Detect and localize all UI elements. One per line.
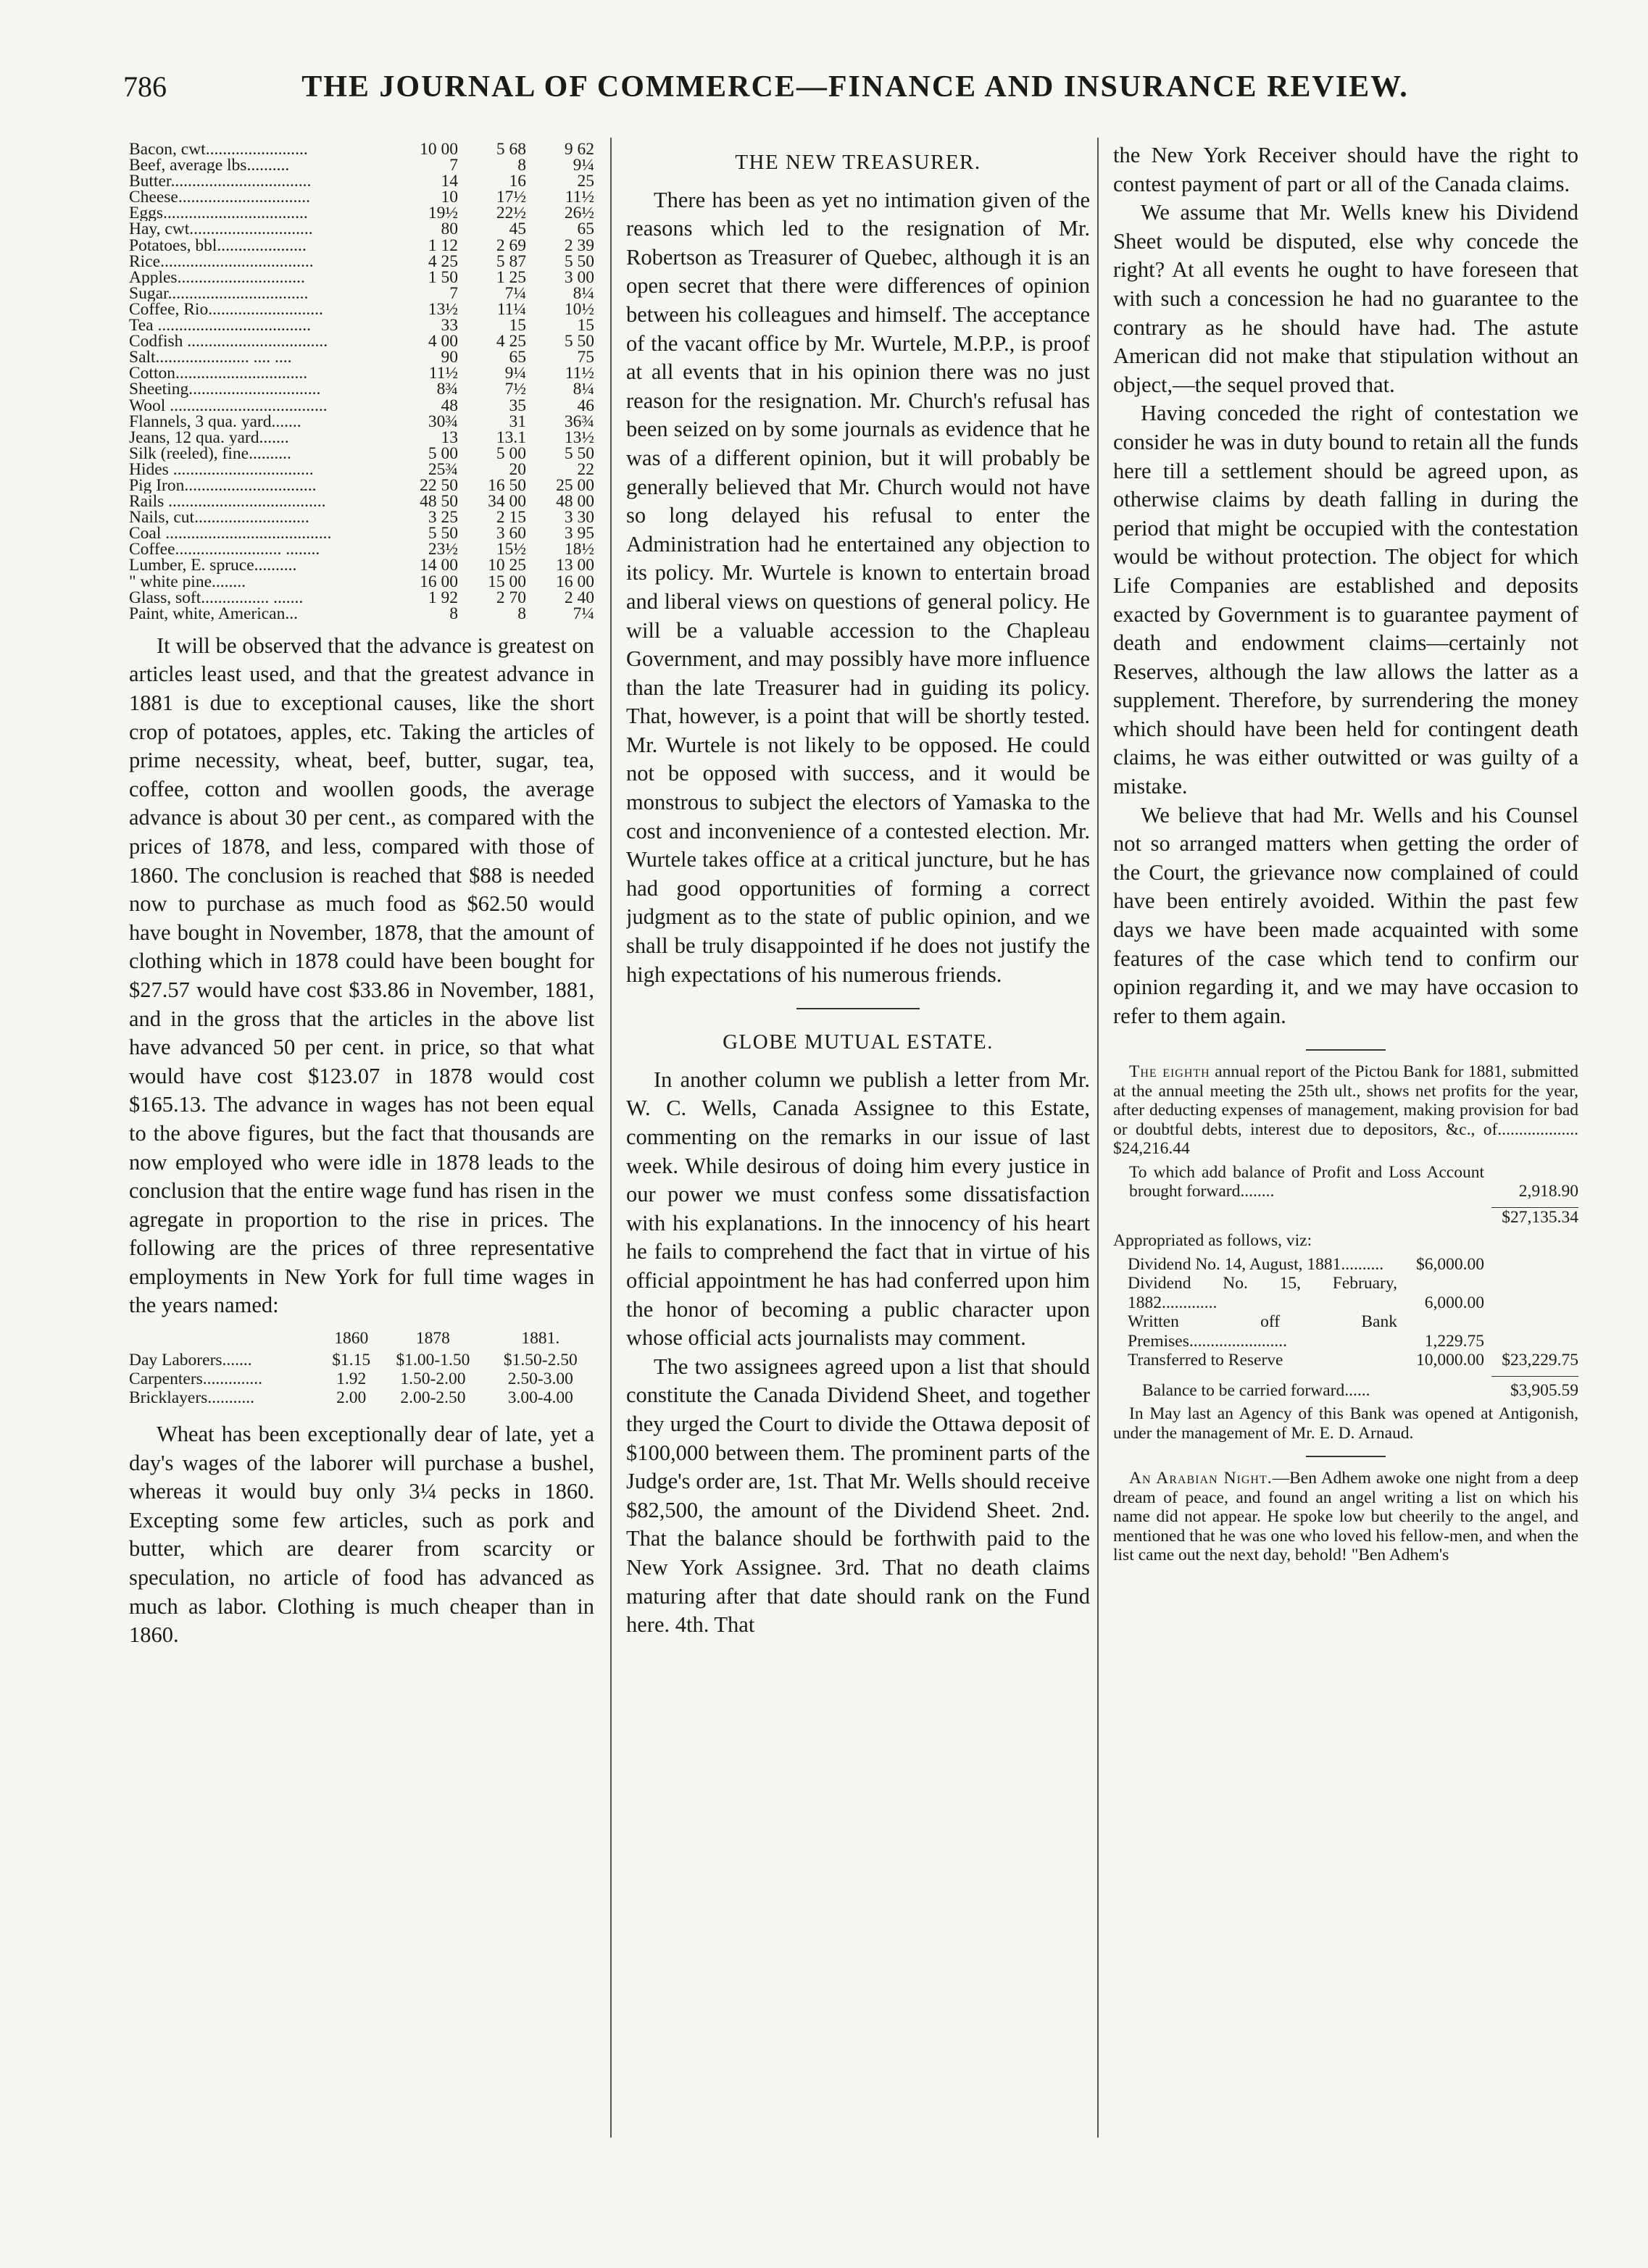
price-row — [129, 381, 594, 397]
price-value: 2 69 — [496, 235, 526, 255]
price-item: Jeans, 12 qua. yard....... — [129, 429, 289, 446]
price-item: Nails, cut........................... — [129, 509, 309, 526]
article-heading: GLOBE MUTUAL ESTATE. — [723, 1030, 994, 1054]
price-item: Apples.............................. — [129, 269, 305, 285]
price-value: 3 25 — [428, 508, 458, 528]
price-value: 33 — [441, 316, 458, 335]
price-value: 8¾ — [436, 380, 458, 399]
price-row — [129, 157, 594, 173]
price-item: Sheeting............................... — [129, 381, 321, 398]
column-divider — [1097, 138, 1099, 2138]
price-value: 16 50 — [488, 475, 526, 495]
price-value: 2 39 — [564, 235, 594, 255]
price-row — [129, 590, 594, 606]
column-left — [129, 141, 594, 2148]
price-value: 19½ — [428, 204, 458, 223]
section-rule — [1306, 1456, 1386, 1457]
wage-header: 1881. — [521, 1329, 560, 1348]
price-item: " white pine........ — [129, 573, 246, 590]
price-item: Lumber, E. spruce.......... — [129, 557, 297, 574]
price-value: 25 00 — [556, 475, 594, 495]
paragraph: The eighth annual report of the Pictou Bank for 1881, submitted at the annual meeting the 25th ult., shows net profits for the year, after deducting expenses of management, making provision for bad or doubtful debts, interest due to depositors, &c., of................... $24,216.44 — [1113, 1062, 1578, 1159]
amount: $3,905.59 — [1510, 1380, 1578, 1400]
price-value: 9 62 — [564, 141, 594, 159]
page-header — [123, 70, 1565, 113]
price-value: 75 — [577, 348, 594, 367]
price-item: Rice.................................... — [129, 253, 314, 270]
appropriation-table — [1113, 1255, 1578, 1370]
price-item: Hay, cwt............................. — [129, 221, 313, 238]
price-row — [129, 254, 594, 270]
paragraph: We assume that Mr. Wells knew his Dividend Sheet would be disputed, else why concede the right? At all events he ought to have foreseen that with such a concession he had no guarantee to the contrary as he should have had. The astute American did not make that stipulation without an object,—the sequel proved that. — [1113, 200, 1578, 397]
price-value: 2 70 — [496, 588, 526, 607]
price-value: 48 00 — [556, 492, 594, 512]
price-value: 5 50 — [564, 332, 594, 351]
price-value: 8 — [517, 156, 526, 175]
amount: $27,135.34 — [1502, 1207, 1578, 1227]
amount: 2,918.90 — [1518, 1182, 1578, 1201]
price-value: 9¼ — [504, 364, 526, 383]
price-value: 7¼ — [573, 604, 594, 623]
column-divider — [610, 138, 612, 2138]
price-row — [129, 365, 594, 381]
lead-in: An Arabian Night. — [1129, 1469, 1273, 1488]
price-value: 5 68 — [496, 141, 526, 159]
price-row — [129, 238, 594, 254]
price-item: Rails ..................................... — [129, 493, 326, 510]
paragraph: It will be observed that the advance is greatest on articles least used, and that the greatest advance in 1881 is due to exceptional causes, like the short crop of potatoes, apples, etc. Taking the articles of prime necessity, wheat, beef, butter, sugar, tea, coffee, cotton and woollen goods, the average advance is about 30 per cent., as compared with the prices of 1878, and less, compared with those of 1860. The conclusion is reached that $88 is needed now to purchase as much food as $62.50 would have bought in November, 1878, that the amount of clothing which in 1878 could have been bought for $27.57 would have cost $33.86 in November, 1881, and in the gross that the articles in the above list have advanced 50 per cent. in price, so that what would have cost $123.07 in 1878 would cost $165.13. The advance in wages has not been equal to the above figures, but the fact that thousands are now employed who were idle in 1878 leads to the conclusion that the entire wage fund has risen in the agregate in proportion to the rise in prices. The following are the prices of three representative employments in New York for full time wages in the years named: — [129, 633, 594, 1318]
price-row — [129, 414, 594, 430]
price-value: 13½ — [564, 428, 594, 447]
price-value: 3 95 — [564, 524, 594, 543]
price-value: 11½ — [565, 188, 594, 207]
price-row — [129, 317, 594, 333]
price-value: 1 12 — [428, 235, 458, 255]
price-item: Coffee......................... ........ — [129, 541, 320, 558]
price-row — [129, 574, 594, 590]
price-value: 10 25 — [488, 556, 526, 575]
price-item: Salt...................... .... .... — [129, 349, 292, 366]
section-rule — [796, 1008, 920, 1009]
price-item: Paint, white, American... — [129, 605, 298, 622]
wage-header: 1878 — [415, 1329, 450, 1348]
price-item: Wool ..................................... — [129, 397, 328, 414]
paragraph: Wheat has been exceptionally dear of late, yet a day's wages of the laborer will purchase a bushel, whereas it would buy only 3¼ pecks in 1860. Excepting some few articles, such as pork and butter, which are dearer from scarcity or speculation, no article of food has advanced as much as labor. Clothing is much cheaper than in 1860. — [129, 1422, 594, 1648]
price-value: 15 — [509, 316, 526, 335]
paragraph: Having conceded the right of contestation we consider he was in duty bound to retain all the funds here till a settlement should be agreed upon, as otherwise claims by death falling in during the period that might be occupied with the contestation would be without protection. The object for which Life Companies are established and deposits exacted by Government is to guarantee payment of death and endowment claims—certainly not Reserves, although the law allows the latter as a supplement. Therefore, by surrendering the money which should have been held for contingent death claims, he was either outwitted or was guilty of a mistake. — [1113, 401, 1578, 799]
price-table — [129, 141, 594, 622]
price-value: 20 — [509, 459, 526, 479]
appropriation-row: Written off Bank Premises....................... 1,229.75 — [1128, 1312, 1484, 1351]
wage-row: Day Laborers....... $1.15 $1.00-1.50 $1.50-2.50 — [129, 1351, 578, 1370]
account-line: To which add balance of Profit and Loss Account brought forward........ 2,918.90 — [1129, 1162, 1578, 1201]
price-value: 15 — [577, 316, 594, 335]
price-value: 3 00 — [564, 267, 594, 287]
price-value: 16 00 — [420, 572, 458, 591]
price-value: 5 87 — [496, 251, 526, 271]
paragraph: We believe that had Mr. Wells and his Counsel not so arranged matters when getting the order of the Court, the grievance now complained of could have been entirely avoided. Within the past few days we have been made acquainted with some features of the case which tend to confirm our opinion regarding it, and we may have occasion to refer to them again. — [1113, 802, 1578, 1028]
price-value: 7 — [449, 156, 458, 175]
price-item: Coal ....................................... — [129, 525, 332, 542]
price-value: 11½ — [565, 364, 594, 383]
price-value: 25¾ — [428, 459, 458, 479]
price-value: 8¼ — [573, 380, 594, 399]
price-value: 7¼ — [504, 283, 526, 303]
price-item: Coffee, Rio........................... — [129, 301, 323, 318]
price-value: 3 30 — [564, 508, 594, 528]
price-item: Glass, soft................ ....... — [129, 589, 304, 606]
price-row — [129, 173, 594, 189]
section-rule — [1306, 1049, 1386, 1051]
column-middle — [626, 141, 1090, 2148]
price-item: Cheese............................... — [129, 189, 310, 206]
price-value: 22½ — [496, 204, 526, 223]
price-value: 8 — [449, 604, 458, 623]
price-value: 34 00 — [488, 492, 526, 512]
price-item: Potatoes, bbl..................... — [129, 237, 307, 254]
price-value: 8¼ — [573, 283, 594, 303]
article-heading: THE NEW TREASURER. — [735, 151, 981, 174]
price-value: 11¼ — [496, 299, 526, 319]
price-value: 13.1 — [496, 428, 526, 447]
price-value: 65 — [509, 348, 526, 367]
price-value: 30¾ — [428, 412, 458, 431]
paragraph: In another column we publish a letter from Mr. W. C. Wells, Canada Assignee to this Estate, commenting on the remarks in our issue of last week. While desirous of doing him every justice in our power we must confess some dissatisfaction with his explanations. In the innocency of his heart he fails to comprehend the fact that in virtue of his official appointment he has had conferred upon him the honor of becoming a public character upon whose official acts journalists may comment. — [626, 1067, 1090, 1351]
price-value: 22 — [577, 459, 594, 479]
price-value: 3 60 — [496, 524, 526, 543]
price-value: 10½ — [564, 299, 594, 319]
price-value: 8 — [517, 604, 526, 623]
price-row — [129, 478, 594, 493]
price-item: Pig Iron............................... — [129, 477, 317, 494]
price-item: Beef, average lbs.......... — [129, 157, 290, 174]
price-row — [129, 221, 594, 237]
price-value: 5 00 — [496, 443, 526, 463]
price-row — [129, 301, 594, 317]
price-value: 45 — [509, 220, 526, 239]
price-row — [129, 270, 594, 285]
price-row — [129, 333, 594, 349]
price-value: 4 25 — [496, 332, 526, 351]
price-value: 5 00 — [428, 443, 458, 463]
price-item: Hides ................................. — [129, 461, 314, 478]
price-item: Tea .................................... — [129, 317, 311, 334]
price-item: Flannels, 3 qua. yard....... — [129, 413, 301, 430]
price-value: 48 — [441, 396, 458, 415]
paragraph: There has been as yet no intimation given of the reasons which led to the resignation of Mr. Robertson as Treasurer of Quebec, although it is an open secret that there were differences of opinion between his colleagues and himself. The acceptance of the vacant office by Mr. Wurtele, M.P.P., is proof at all events that in his opinion there was no just reason for the resignation. Mr. Church's refusal has been seized on by some journals as evidence that he was of a different opinion, but it will probably be generally believed that Mr. Church would not have so long delayed his refusal to enter the Administration had he entertained any objection to its policy. Mr. Wurtele is known to entertain broad and liberal views on questions of general policy. He will be a valuable accession to the Chapleau Government, and may possibly have more influence than the late Treasurer had in guiding its policy. That, however, is a point that will be shortly tested. Mr. Wurtele is not likely to be opposed. He could not be opposed with success, and it would be monstrous to subject the electors of Yamaska to the cost and inconvenience of a contested election. Mr. Wurtele takes office at a critical juncture, but he has had good opportunities of forming a correct judgment as to the state of public opinion, and we shall be truly disappointed if he does not justify the high expectations of his numerous friends. — [626, 187, 1090, 987]
paragraph: The two assignees agreed upon a list that should constitute the Canada Dividend Sheet, and together they urged the Court to divide the Ottawa deposit of $100,000 between them. The prominent parts of the Judge's order are, 1st. That Mr. Wells should receive $82,500, the amount of the Dividend Sheet. 2nd. That the balance should be forthwith paid to the New York Assignee. 3rd. That no death claims maturing after that date should rank on the Fund here. 4th. That — [626, 1354, 1090, 1638]
price-row — [129, 509, 594, 525]
price-item: Bacon, cwt........................ — [129, 141, 308, 158]
price-value: 35 — [509, 396, 526, 415]
price-value: 48 50 — [420, 492, 458, 512]
price-value: 1 92 — [428, 588, 458, 607]
wage-row: Bricklayers........... 2.00 2.00-2.50 3.00-4.00 — [129, 1388, 573, 1408]
paragraph: the New York Receiver should have the right to contest payment of part or all of the Canada claims. — [1113, 143, 1578, 196]
price-row — [129, 493, 594, 509]
price-row — [129, 606, 594, 622]
price-value: 15½ — [496, 540, 526, 559]
price-value: 14 00 — [420, 556, 458, 575]
price-value: 46 — [577, 396, 594, 415]
price-row — [129, 205, 594, 221]
price-value: 25 — [577, 172, 594, 191]
price-item: Cotton............................... — [129, 365, 308, 382]
paragraph: An Arabian Night.—Ben Adhem awoke one night from a deep dream of peace, and found an angel writing a list on which his name did not appear. He spoke low but cheerily to the angel, and mentioned that he was one who loved his fellow-men, and when the list came out the next day, behold! "Ben Adhem's — [1113, 1469, 1578, 1565]
price-row — [129, 141, 594, 157]
price-value: 4 00 — [428, 332, 458, 351]
price-value: 11½ — [428, 364, 458, 383]
price-row — [129, 349, 594, 365]
price-value: 10 00 — [420, 141, 458, 159]
price-item: Sugar................................. — [129, 285, 309, 301]
price-value: 22 50 — [420, 475, 458, 495]
sum-rule — [1491, 1376, 1578, 1377]
price-value: 31 — [509, 412, 526, 431]
appropriation-row: Transferred to Reserve 10,000.00 $23,229.75 — [1128, 1351, 1578, 1370]
price-value: 23½ — [428, 540, 458, 559]
price-value: 15 00 — [488, 572, 526, 591]
price-row — [129, 189, 594, 205]
price-value: 26½ — [564, 204, 594, 223]
bank-report — [1113, 1062, 1578, 1565]
price-row — [129, 525, 594, 541]
balance-line: Balance to be carried forward...... $3,905.59 — [1142, 1380, 1578, 1400]
price-row — [129, 285, 594, 301]
price-value: 13 — [441, 428, 458, 447]
price-row — [129, 462, 594, 478]
appropriation-row: Dividend No. 14, August, 1881.......... $6,000.00 — [1128, 1254, 1484, 1274]
price-value: 18½ — [564, 540, 594, 559]
price-row — [129, 430, 594, 446]
amount: $24,216.44 — [1113, 1139, 1190, 1159]
column-right — [1113, 141, 1578, 2148]
price-value: 5 50 — [564, 251, 594, 271]
paragraph: In May last an Agency of this Bank was opened at Antigonish, under the management of Mr. E. D. Arnaud. — [1113, 1404, 1578, 1443]
price-item: Silk (reeled), fine.......... — [129, 445, 291, 462]
price-value: 1 25 — [496, 267, 526, 287]
price-value: 10 — [441, 188, 458, 207]
price-item: Butter................................. — [129, 173, 312, 190]
running-title: THE JOURNAL OF COMMERCE—FINANCE AND INSURANCE REVIEW. — [301, 70, 1409, 104]
wage-header: 1860 — [334, 1329, 369, 1348]
price-row — [129, 446, 594, 462]
price-value: 13½ — [428, 299, 458, 319]
price-value: 4 25 — [428, 251, 458, 271]
price-row — [129, 541, 594, 557]
price-value: 2 15 — [496, 508, 526, 528]
price-value: 9¼ — [573, 156, 594, 175]
price-value: 16 00 — [556, 572, 594, 591]
price-value: 36¾ — [564, 412, 594, 431]
price-value: 13 00 — [556, 556, 594, 575]
wage-table — [129, 1329, 594, 1407]
price-value: 2 40 — [564, 588, 594, 607]
price-value: 7 — [449, 283, 458, 303]
price-value: 5 50 — [428, 524, 458, 543]
lead-in: The eighth — [1129, 1062, 1210, 1082]
appropriation-label: Appropriated as follows, viz: — [1113, 1231, 1312, 1251]
price-value: 5 50 — [564, 443, 594, 463]
price-value: 65 — [577, 220, 594, 239]
page-number: 786 — [123, 70, 167, 103]
price-value: 16 — [509, 172, 526, 191]
price-item: Codfish ................................. — [129, 333, 328, 350]
price-row — [129, 398, 594, 414]
price-value: 80 — [441, 220, 458, 239]
price-value: 90 — [441, 348, 458, 367]
price-value: 14 — [441, 172, 458, 191]
price-item: Eggs.................................. — [129, 205, 308, 222]
appropriation-row: Dividend No. 15, February, 1882............. 6,000.00 — [1128, 1274, 1484, 1312]
price-value: 7½ — [504, 380, 526, 399]
price-value: 1 50 — [428, 267, 458, 287]
price-row — [129, 557, 594, 573]
price-value: 17½ — [496, 188, 526, 207]
wage-row: Carpenters.............. 1.92 1.50-2.00 2.50-3.00 — [129, 1369, 573, 1389]
